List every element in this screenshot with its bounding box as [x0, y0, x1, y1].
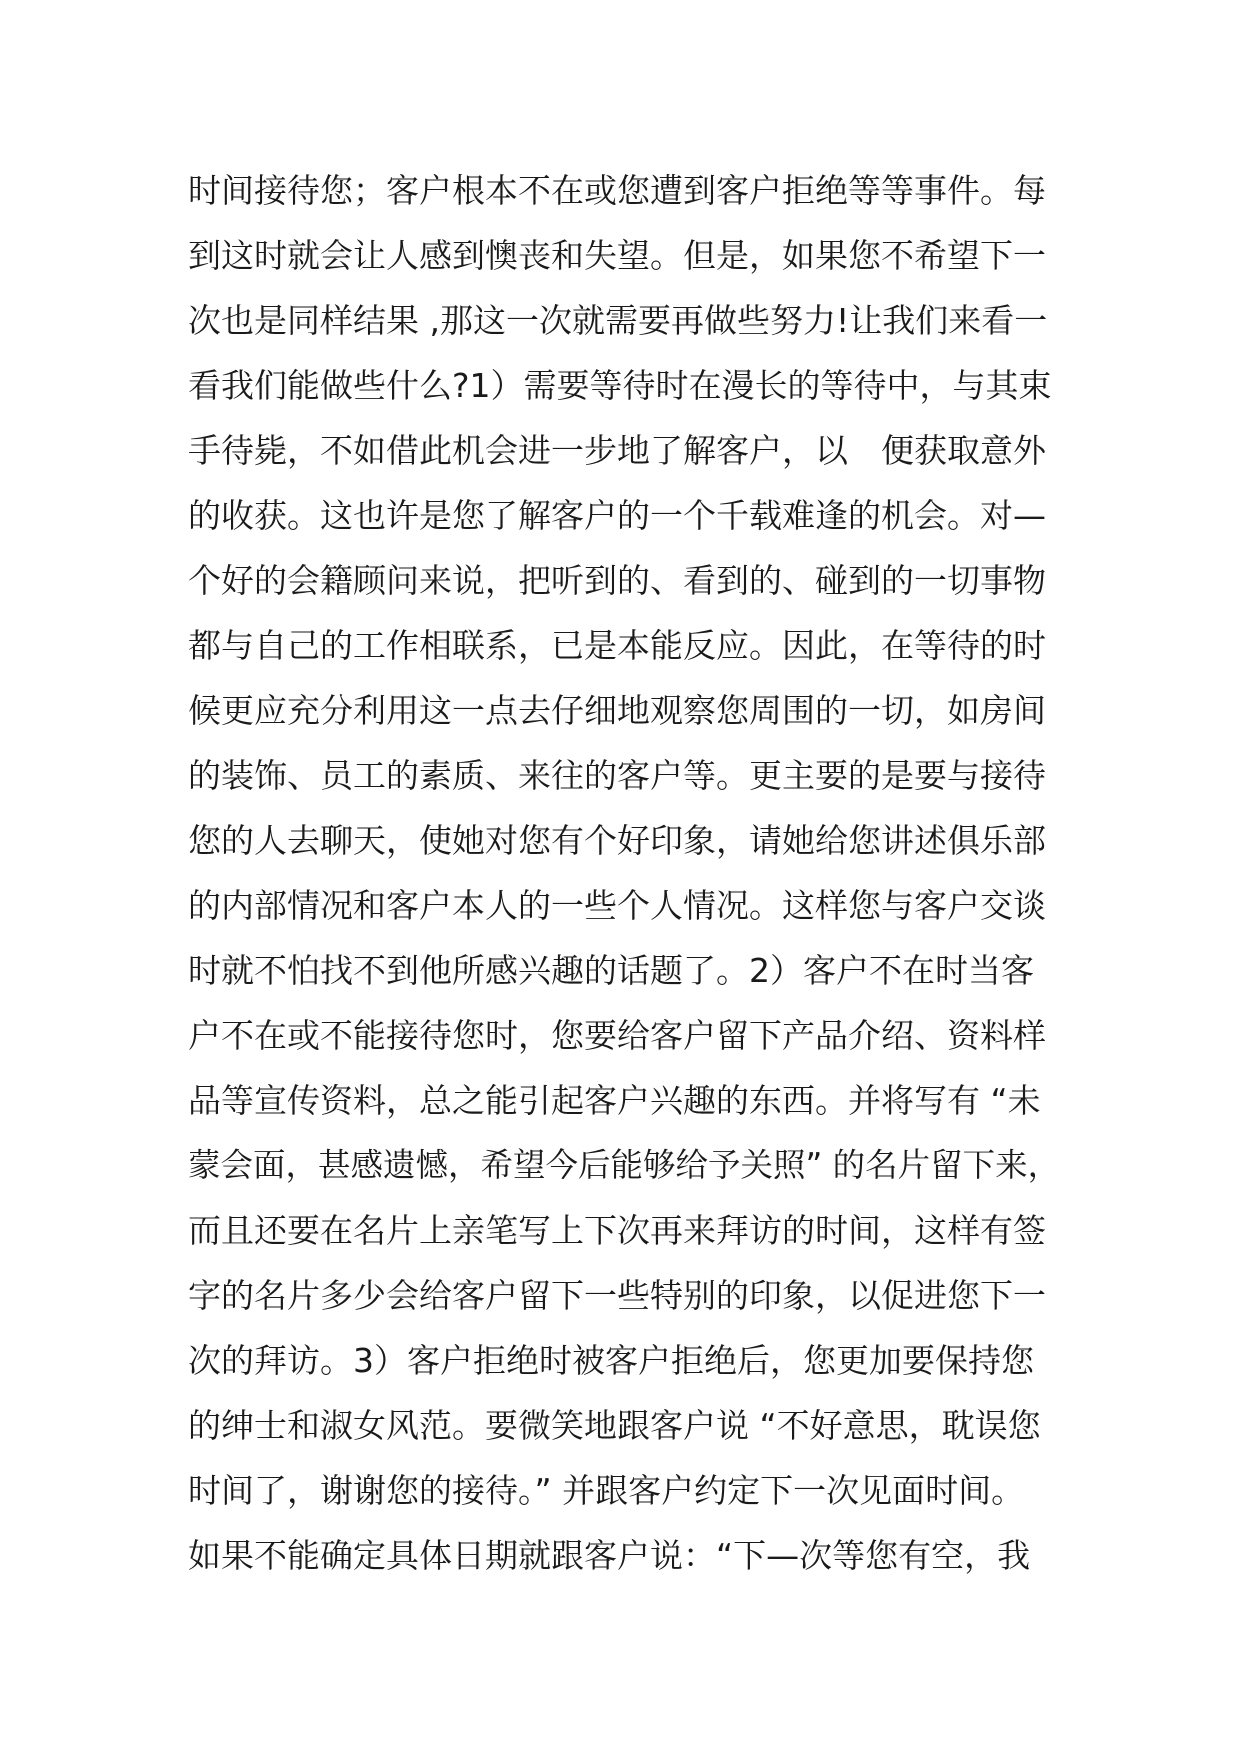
text-line: 看我们能做些什么?1）需要等待时在漫长的等待中，与其束 [188, 366, 1052, 405]
text-line: 候更应充分利用这一点去仔细地观察您周围的一切，如房间 [188, 691, 1046, 730]
text-line: 而且还要在名片上亲笔写上下次再来拜访的时间，这样有签 [188, 1211, 1046, 1250]
text-line: 您的人去聊天，使她对您有个好印象，请她给您讲述俱乐部 [188, 821, 1046, 860]
text-line: 蒙会面，甚感遗憾，希望今后能够给予关照” 的名片留下来， [188, 1146, 1061, 1184]
body-text [188, 158, 1068, 1588]
text-line: 字的名片多少会给客户留下一些特别的印象，以促进您下一 [188, 1276, 1046, 1315]
text-line: 次也是同样结果 ,那这一次就需要再做些努力!让我们来看一 [188, 301, 1048, 340]
text-line: 都与自己的工作相联系，已是本能反应。因此，在等待的时 [188, 626, 1046, 665]
text-line: 户不在或不能接待您时，您要给客户留下产品介绍、资料样 [188, 1016, 1046, 1055]
text-line: 次的拜访。3）客户拒绝时被客户拒绝后，您更加要保持您 [188, 1341, 1034, 1380]
text-line: 时间了，谢谢您的接待。” 并跟客户约定下一次见面时间。 [188, 1471, 1025, 1510]
text-line: 的绅士和淑女风范。要微笑地跟客户说 “不好意思，耽误您 [188, 1406, 1041, 1445]
text-line: 个好的会籍顾问来说，把听到的、看到的、碰到的一切事物 [188, 561, 1046, 600]
text-line: 手待毙，不如借此机会进一步地了解客户，以 便获取意外 [188, 431, 1046, 470]
text-line: 的装饰、员工的素质、来往的客户等。更主要的是要与接待 [188, 756, 1046, 795]
text-line: 时就不怕找不到他所感兴趣的话题了。2）客户不在时当客 [188, 951, 1034, 990]
text-line: 时间接待您；客户根本不在或您遭到客户拒绝等等事件。每 [188, 171, 1046, 210]
text-line: 到这时就会让人感到懊丧和失望。但是，如果您不希望下一 [188, 236, 1046, 275]
text-line: 品等宣传资料，总之能引起客户兴趣的东西。并将写有 “未 [188, 1081, 1041, 1120]
text-line: 的收获。这也许是您了解客户的一个千载难逢的机会。对— [188, 496, 1046, 535]
text-line: 的内部情况和客户本人的一些个人情况。这样您与客户交谈 [188, 886, 1046, 925]
text-line: 如果不能确定具体日期就跟客户说：“下—次等您有空，我 [188, 1536, 1031, 1575]
